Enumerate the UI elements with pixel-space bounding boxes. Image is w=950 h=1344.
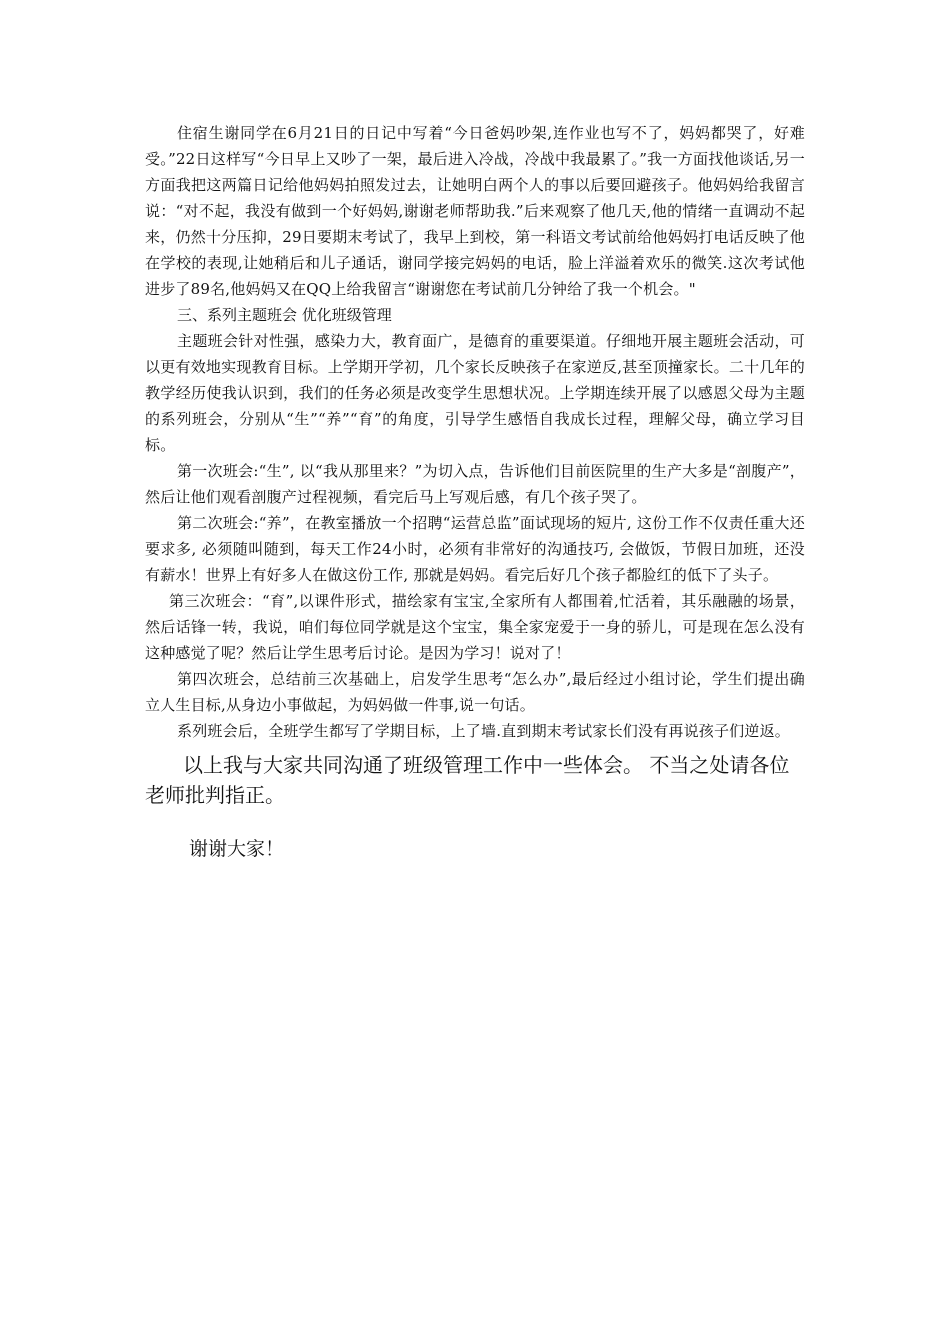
first-meeting-paragraph: 第一次班会:“生”, 以“我从那里来？”为切入点，告诉他们目前医院里的生产大多是“剖腹产”，然后让他们观看剖腹产过程视频，看完后马上写观后感，有几个孩子哭了。	[145, 462, 805, 506]
theme-meeting-intro-paragraph: 主题班会针对性强，感染力大，教育面广，是德育的重要渠道。仔细地开展主题班会活动，可以更有效地实现教育目标。上学期开学初，几个家长反映孩子在家逆反,甚至顶撞家长。二十几年的教学经历使我认识到，我们的任务必须是改变学生思想状况。上学期连续开展了以感恩父母为主题的系列班会，分别从“生”“养”“育”的角度，引导学生感悟自我成长过程，理解父母，确立学习目标。	[145, 332, 805, 454]
document-body	[145, 120, 805, 864]
second-meeting-paragraph: 第二次班会:“养”，在教室播放一个招聘“运营总监”面试现场的短片, 这份工作不仅责任重大还要求多, 必须随叫随到，每天工作24小时，必须有非常好的沟通技巧, 会做饭，节假日加班，还没有薪水！世界上有好多人在做这份工作, 那就是妈妈。看完后好几个孩子都脸红的低下了头子。	[145, 514, 805, 584]
thanks-line: 谢谢大家！	[189, 838, 285, 860]
closing-remark: 以上我与大家共同沟通了班级管理工作中一些体会。 不当之处请各位老师批判指正。	[145, 753, 790, 807]
section-heading: 三、系列主题班会 优化班级管理	[177, 306, 392, 324]
fourth-meeting-paragraph: 第四次班会，总结前三次基础上，启发学生思考“怎么办”,最后经过小组讨论，学生们提出确立人生目标,从身边小事做起，为妈妈做一件事,说一句话。	[145, 670, 805, 714]
third-meeting-paragraph: 第三次班会：“育”,以课件形式，描绘家有宝宝,全家所有人都围着,忙活着，其乐融融的场景，然后话锋一转，我说，咱们每位同学就是这个宝宝，集全家宠爱于一身的骄儿，可是现在怎么没有这种感觉了呢？然后让学生思考后讨论。是因为学习！说对了！	[145, 592, 805, 662]
series-result-paragraph: 系列班会后，全班学生都写了学期目标，上了墙.直到期末考试家长们没有再说孩子们逆返。	[177, 722, 790, 740]
diary-story-paragraph: 住宿生谢同学在6月21日的日记中写着“今日爸妈吵架,连作业也写不了，妈妈都哭了，好难受。”22日这样写“今日早上又吵了一架，最后进入冷战，冷战中我最累了。”我一方面找他谈话,另一方面我把这两篇日记给他妈妈拍照发过去，让她明白两个人的事以后要回避孩子。他妈妈给我留言说：“对不起，我没有做到一个好妈妈,谢谢老师帮助我.”后来观察了他几天,他的情绪一直调动不起来，仍然十分压抑，29日要期末考试了，我早上到校，第一科语文考试前给他妈妈打电话反映了他在学校的表现,让她稍后和儿子通话，谢同学接完妈妈的电话，脸上洋溢着欢乐的微笑.这次考试他进步了89名,他妈妈又在QQ上给我留言“谢谢您在考试前几分钟给了我一个机会。"	[145, 124, 805, 298]
